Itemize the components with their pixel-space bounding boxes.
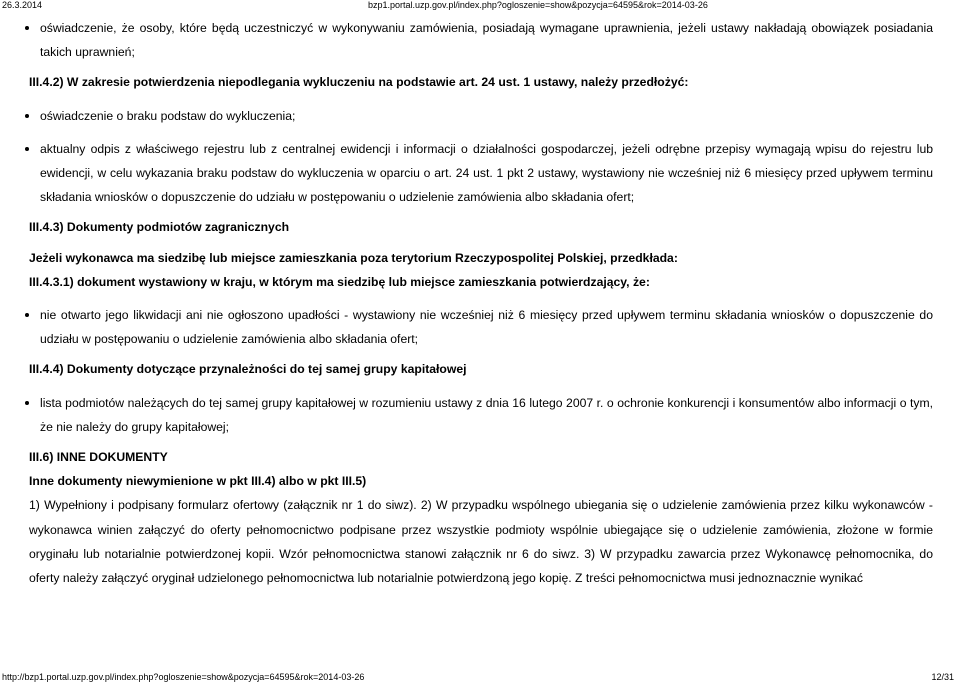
- section-heading-3-6: III.6) INNE DOKUMENTY: [29, 450, 168, 465]
- section-heading-3-4-3: III.4.3) Dokumenty podmiotów zagranicznych: [29, 220, 290, 235]
- section-subheading-3-4-3: Jeżeli wykonawca ma siedzibę lub miejsce zamieszkania poza terytorium Rzeczypospolitej Polskiej, przedkłada:: [29, 250, 678, 265]
- list-item: lista podmiotów należących do tej samej grupy kapitałowej w rozumieniu ustawy z dnia 16 lutego 2007 r. o ochronie konkurencji i konsumentów albo informacji o tym, że nie należy do grupy kapitałowej;: [29, 391, 933, 439]
- print-header-url: bzp1.portal.uzp.gov.pl/index.php?ogloszenie=show&pozycja=64595&rok=2014-03-26: [368, 0, 708, 10]
- section-subheading-3-6: Inne dokumenty niewymienione w pkt III.4) albo w pkt III.5): [29, 474, 367, 489]
- print-footer-url: http://bzp1.portal.uzp.gov.pl/index.php?ogloszenie=show&pozycja=64595&rok=2014-03-26: [2, 672, 365, 682]
- print-footer: [0, 672, 960, 684]
- section-heading-3-4-2: III.4.2) W zakresie potwierdzenia niepodlegania wykluczeniu na podstawie art. 24 ust. 1 ustawy, należy przedłożyć:: [29, 75, 689, 90]
- section-heading-3-4-3-1: III.4.3.1) dokument wystawiony w kraju, w którym ma siedzibę lub miejsce zamieszkania potwierdzający, że:: [29, 274, 650, 289]
- list-item: oświadczenie o braku podstaw do wykluczenia;: [29, 104, 933, 128]
- list-item: nie otwarto jego likwidacji ani nie ogłoszono upadłości - wystawiony nie wcześniej niż 6 miesięcy przed upływem terminu składania wniosków o dopuszczenie do udziału w postępowaniu o udzielenie zamówienia albo składania ofert;: [29, 303, 933, 351]
- print-header: [0, 0, 960, 12]
- list-item: oświadczenie, że osoby, które będą uczestniczyć w wykonywaniu zamówienia, posiadają wymagane uprawnienia, jeżeli ustawy nakładają obowiązek posiadania takich uprawnień;: [29, 16, 933, 64]
- section-heading-3-4-4: III.4.4) Dokumenty dotyczące przynależności do tej samej grupy kapitałowej: [29, 362, 467, 377]
- document-content: [29, 16, 933, 590]
- section-3-6-text: 1) Wypełniony i podpisany formularz ofertowy (załącznik nr 1 do siwz). 2) W przypadku wspólnego ubiegania się o udzielenie zamówienia przez kilku wykonawców - wykonawca winien załączyć do oferty pełnomocnictwo podpisane przez wszystkie podmioty wspólnie ubiegające się o udzielenie zamówienia, złożone w formie oryginału lub notarialnie potwierdzonej kopii. Wzór pełnomocnictwa stanowi załącznik nr 6 do siwz. 3) W przypadku zawarcia przez Wykonawcę pełnomocnika, do oferty należy załączyć oryginał udzielonego pełnomocnictwa lub notarialnie potwierdzoną jego kopię. Z treści pełnomocnictwa musi jednoznacznie wynikać: [29, 498, 933, 586]
- section-3-4-4-list: [29, 391, 933, 439]
- section-3-4-2-list: [29, 104, 933, 210]
- print-date: 26.3.2014: [2, 0, 43, 10]
- requirements-list-top: [29, 16, 933, 64]
- page-number: 12/31: [931, 672, 954, 682]
- list-item: aktualny odpis z właściwego rejestru lub z centralnej ewidencji i informacji o działalności gospodarczej, jeżeli odrębne przepisy wymagają wpisu do rejestru lub ewidencji, w celu wykazania braku podstaw do wykluczenia w oparciu o art. 24 ust. 1 pkt 2 ustawy, wystawiony nie wcześniej niż 6 miesięcy przed upływem terminu składania wniosków o dopuszczenie do udziału w postępowaniu o udzielenie zamówienia albo składania ofert;: [29, 137, 933, 210]
- section-3-4-3-1-list: [29, 303, 933, 351]
